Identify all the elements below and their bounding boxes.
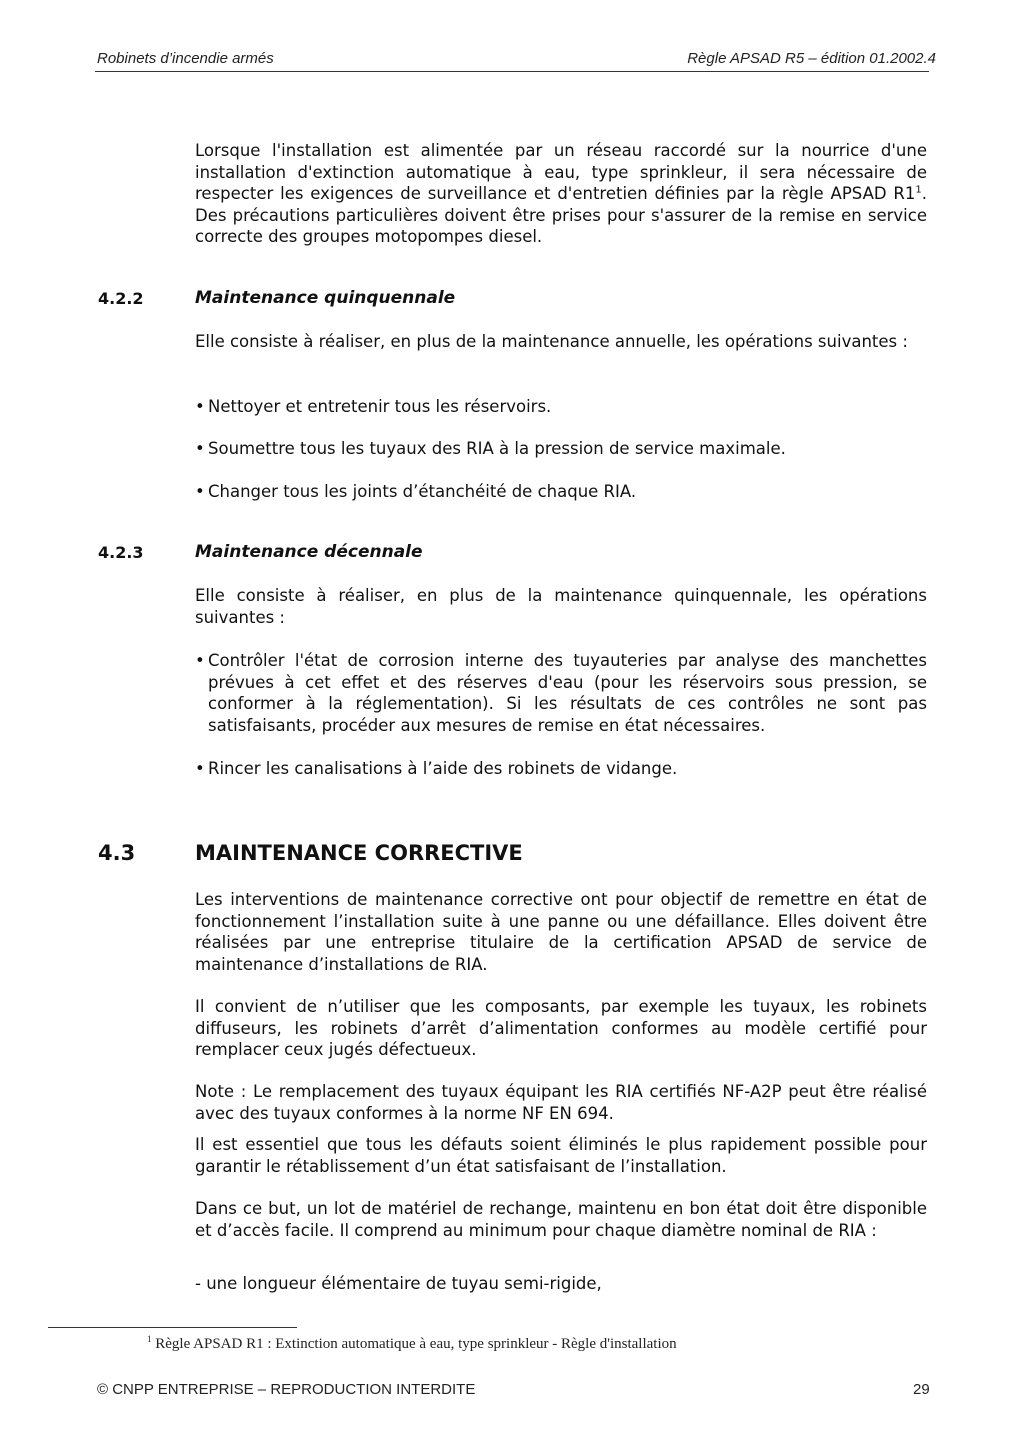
footnote-separator — [48, 1327, 297, 1328]
header-rule — [95, 71, 929, 72]
section-lead-4-2-3: Elle consiste à réaliser, en plus de la maintenance quinquennale, les opérations suivantes : — [195, 586, 927, 627]
footnote-reference[interactable]: 1 — [915, 184, 922, 196]
running-header-title: Robinets d’incendie armés — [97, 50, 274, 67]
running-header-edition: Règle APSAD R5 – édition 01.2002.4 — [687, 50, 936, 67]
paragraph: Il convient de n’utiliser que les composants, par exemple les tuyaux, les robinets diffuseurs, les robinets d’arrêt d’alimentation conformes au modèle certifié pour remplacer ceux jugés défectueux. — [195, 997, 927, 1059]
bullet-icon: • — [195, 651, 205, 670]
section-number-4-2-2: 4.2.2 — [98, 289, 144, 308]
note-paragraph: Note : Le remplacement des tuyaux équipant les RIA certifiés NF-A2P peut être réalisé avec des tuyaux conformes à la norme NF EN 694. — [195, 1082, 927, 1123]
section-title-4-2-3: Maintenance décennale — [195, 542, 423, 562]
page-number: 29 — [913, 1381, 930, 1398]
section-lead-4-2-2: Elle consiste à réaliser, en plus de la maintenance annuelle, les opérations suivantes : — [195, 332, 908, 351]
copyright-footer: © CNPP ENTREPRISE – REPRODUCTION INTERDITE — [97, 1381, 476, 1398]
bullet-icon: • — [195, 439, 205, 458]
bullet-item: • Nettoyer et entretenir tous les réservoirs. — [195, 397, 552, 416]
bullet-item: • Changer tous les joints d’étanchéité de chaque RIA. — [195, 482, 637, 501]
intro-paragraph: Lorsque l'installation est alimentée par un réseau raccordé sur la nourrice d'une installation d'extinction automatique à eau, type sprinkleur, il sera nécessaire de respecter les exigences de surveillance et d'entretien définies par la règle APSAD $R1^1$. Des précautions particulières doivent être prises pour s'assurer de la remise en service correcte des groupes motopompes diesel. — [195, 141, 927, 246]
footnote: $^1$ Règle APSAD R1 : Extinction automatique à eau, type sprinkleur - Règle d'installation — [147, 1334, 677, 1352]
list-item: - une longueur élémentaire de tuyau semi-rigide, — [195, 1274, 602, 1293]
section-title-4-2-2: Maintenance quinquennale — [195, 288, 456, 308]
section-number-4-3: 4.3 — [98, 841, 136, 865]
bullet-item: • Soumettre tous les tuyaux des RIA à la pression de service maximale. — [195, 439, 786, 458]
bullet-item: • Contrôler l'état de corrosion interne des tuyauteries par analyse des manchettes prévues à cet effet et des réserves d'eau (pour les réservoirs sous pression, se conformer à la réglementation). Si les résultats de ces contrôles ne sont pas satisfaisants, procéder aux mesures de remise en état nécessaires. — [195, 651, 927, 735]
bullet-item: • Rincer les canalisations à l’aide des robinets de vidange. — [195, 759, 678, 778]
bullet-icon: • — [195, 397, 205, 416]
paragraph: Les interventions de maintenance corrective ont pour objectif de remettre en état de fonctionnement l’installation suite à une panne ou une défaillance. Elles doivent être réalisées par une entreprise titulaire de la certification APSAD de service de maintenance d’installations de RIA. — [195, 890, 927, 974]
paragraph: Il est essentiel que tous les défauts soient éliminés le plus rapidement possible pour garantir le rétablissement d’un état satisfaisant de l’installation. — [195, 1135, 927, 1176]
section-number-4-2-3: 4.2.3 — [98, 543, 144, 562]
bullet-icon: • — [195, 482, 205, 501]
section-title-4-3: MAINTENANCE CORRECTIVE — [195, 841, 523, 865]
paragraph: Dans ce but, un lot de matériel de rechange, maintenu en bon état doit être disponible et d’accès facile. Il comprend au minimum pour chaque diamètre nominal de RIA : — [195, 1199, 927, 1240]
bullet-icon: • — [195, 759, 205, 778]
